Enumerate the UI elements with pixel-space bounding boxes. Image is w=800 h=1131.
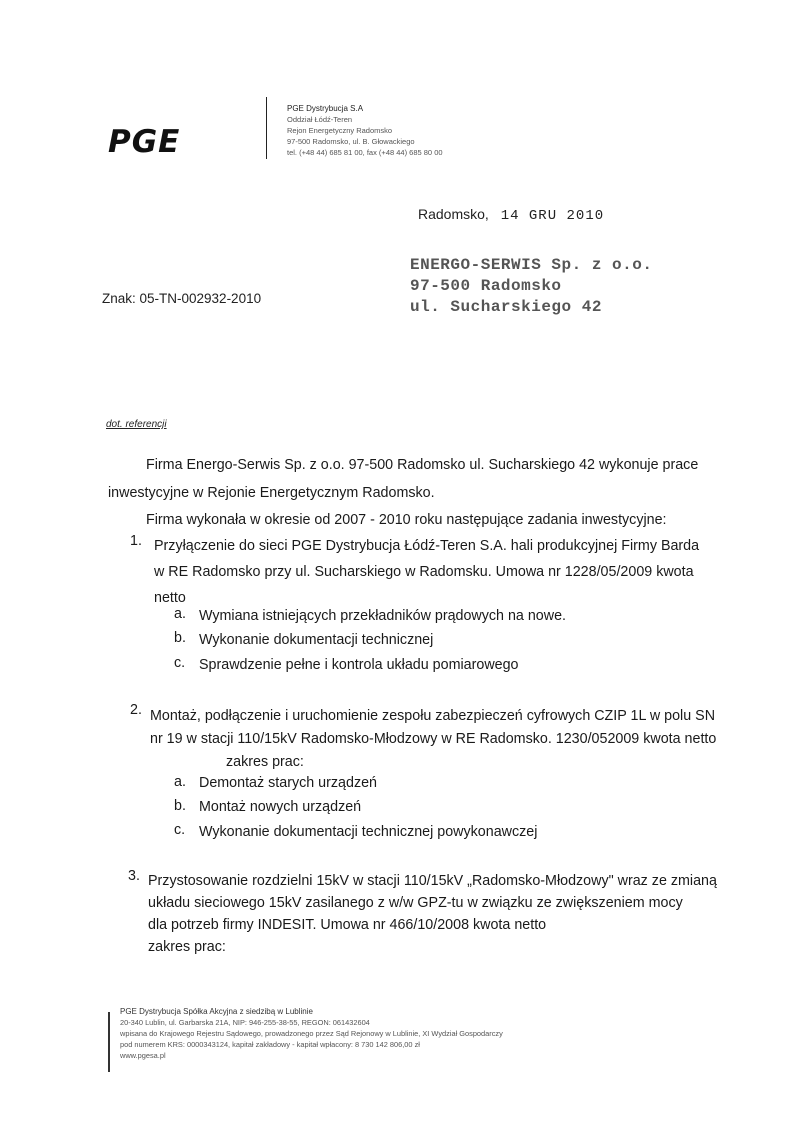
header-line: tel. (+48 44) 685 81 00, fax (+48 44) 685 80 00 (287, 148, 443, 157)
footer-line: www.pgesa.pl (120, 1051, 166, 1060)
item-text (150, 705, 716, 774)
subitem-text: Wykonanie dokumentacji technicznej (199, 632, 434, 648)
sender-header (287, 103, 443, 158)
reference-number: Znak: 05-TN-002932-2010 (102, 291, 262, 306)
subitem-text: Montaż nowych urządzeń (199, 799, 362, 815)
item-line: zakres prac: (226, 754, 304, 770)
company-footer (120, 1006, 503, 1061)
item-number: 3. (128, 868, 140, 884)
header-line: PGE Dystrybucja S.A (287, 104, 364, 113)
subitem-letter: a. (174, 606, 186, 622)
item-text (148, 870, 717, 958)
item-line: nr 19 w stacji 110/15kV Radomsko-Młodzowy w RE Radomsko. 1230/052009 kwota netto (150, 731, 717, 747)
subitem-text: Demontaż starych urządzeń (199, 775, 377, 791)
intro-line: inwestycyjne w Rejonie Energetycznym Radomsko. (108, 485, 435, 501)
item-number: 1. (130, 533, 142, 549)
item-line: Przyłączenie do sieci PGE Dystrybucja Łódź-Teren S.A. hali produkcyjnej Firmy Barda (154, 538, 700, 554)
recipient-line: ENERGO-SERWIS Sp. z o.o. (410, 256, 653, 274)
subitem-text: Wykonanie dokumentacji technicznej powykonawczej (199, 824, 538, 840)
intro-line: Firma wykonała w okresie od 2007 - 2010 roku następujące zadania inwestycyjne: (146, 512, 667, 528)
item-line: zakres prac: (148, 939, 226, 955)
header-line: Oddział Łódź-Teren (287, 115, 353, 124)
header-divider (266, 97, 267, 159)
recipient-line: ul. Sucharskiego 42 (410, 298, 602, 316)
item-line: w RE Radomsko przy ul. Sucharskiego w Radomsku. Umowa nr 1228/05/2009 kwota (154, 564, 694, 580)
subitem-letter: a. (174, 774, 186, 790)
item-line: Przystosowanie rozdzielni 15kV w stacji 110/15kV „Radomsko-Młodzowy" wraz ze zmianą (148, 873, 717, 889)
subitem-letter: c. (174, 655, 186, 671)
item-line: netto (154, 590, 186, 606)
item-line: dla potrzeb firmy INDESIT. Umowa nr 466/10/2008 kwota netto (148, 917, 547, 933)
footer-line: 20-340 Lublin, ul. Garbarska 21A, NIP: 946-255-38-55, REGON: 061432604 (120, 1018, 370, 1027)
footer-line: wpisana do Krajowego Rejestru Sądowego, prowadzonego przez Sąd Rejonowy w Lublinie, XI Wydział Gospodarczy (120, 1029, 503, 1038)
footer-divider (108, 1012, 110, 1072)
item-number: 2. (130, 702, 142, 718)
subitem-letter: b. (174, 630, 186, 646)
date-stamp: 14 GRU 2010 (500, 208, 605, 224)
intro-line: Firma Energo-Serwis Sp. z o.o. 97-500 Radomsko ul. Sucharskiego 42 wykonuje prace (146, 457, 699, 473)
date-line (418, 206, 604, 224)
subitem-letter: b. (174, 798, 186, 814)
subject-line: dot. referencji (106, 419, 167, 430)
subitem-letter: c. (174, 822, 186, 838)
recipient-line: 97-500 Radomsko (410, 277, 562, 295)
footer-line: PGE Dystrybucja Spółka Akcyjna z siedzibą w Lublinie (120, 1007, 313, 1016)
subitem-text: Wymiana istniejących przekładników prądowych na nowe. (199, 608, 566, 624)
footer-line: pod numerem KRS: 0000343124, kapitał zakładowy - kapitał wpłacony: 8 730 142 806,00 zł (120, 1040, 420, 1049)
header-line: 97-500 Radomsko, ul. B. Głowackiego (287, 137, 415, 146)
recipient-address (410, 255, 652, 318)
header-line: Rejon Energetyczny Radomsko (287, 126, 393, 135)
item-line: Montaż, podłączenie i uruchomienie zespołu zabezpieczeń cyfrowych CZIP 1L w polu SN (150, 708, 716, 724)
date-place: Radomsko, (418, 206, 489, 222)
subitem-text: Sprawdzenie pełne i kontrola układu pomiarowego (199, 657, 519, 673)
company-logo: PGE (108, 124, 181, 160)
item-text (154, 533, 699, 611)
item-line: układu sieciowego 15kV zasilanego z w/w GPZ-tu w związku ze zwiększeniem mocy (148, 895, 683, 911)
